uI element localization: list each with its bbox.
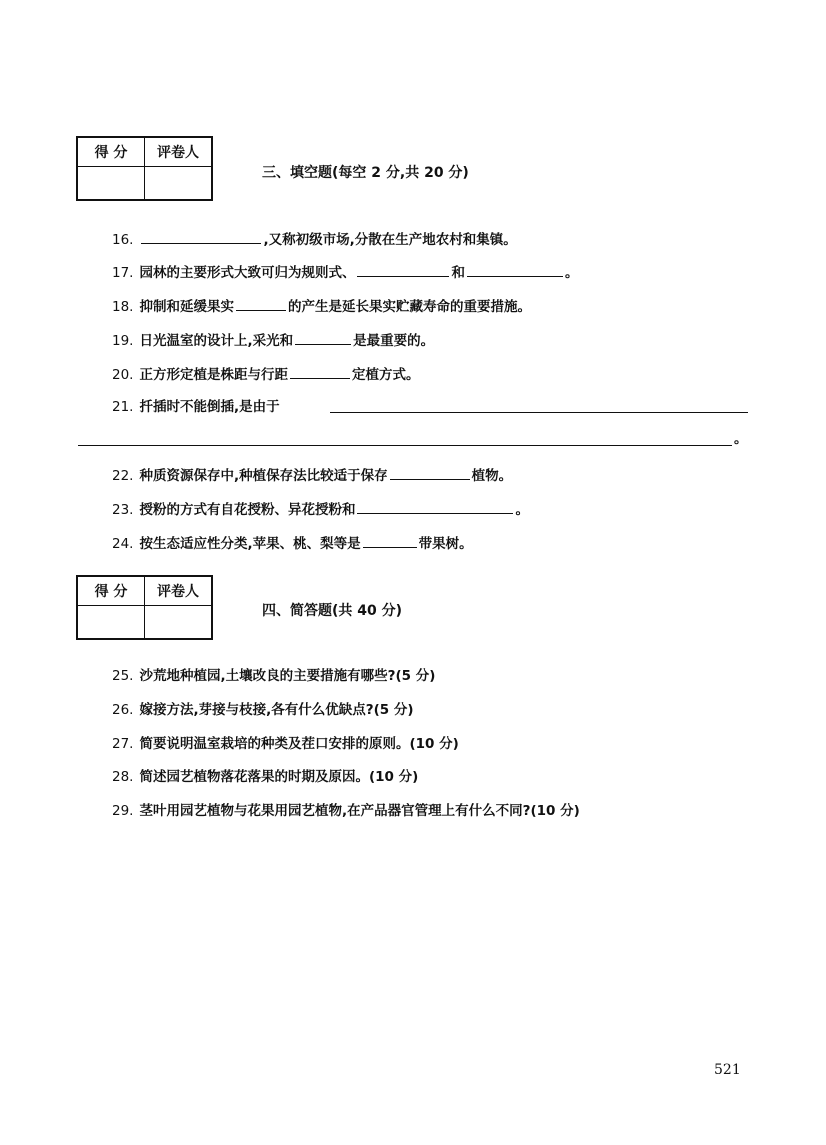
answer-blank[interactable] (141, 229, 261, 244)
page-number: 521 (714, 1062, 741, 1078)
question-22: 22. 种质资源保存中,种植保存法比较适于保存 植物。 (112, 465, 512, 485)
grader-label: 评卷人 (145, 576, 213, 606)
answer-blank[interactable] (357, 262, 449, 277)
question-24: 24. 按生态适应性分类,苹果、桃、梨等是 带果树。 (112, 533, 473, 553)
score-box-section4 (76, 575, 213, 640)
answer-blank[interactable] (390, 465, 470, 480)
question-25: 25. 沙荒地种植园,土壤改良的主要措施有哪些?(5 分) (112, 668, 436, 684)
grader-label: 评卷人 (145, 137, 213, 167)
question-29: 29. 茎叶用园艺植物与花果用园艺植物,在产品器官管理上有什么不同?(10 分) (112, 803, 580, 819)
q21-end-period: 。 (734, 431, 748, 447)
answer-blank[interactable] (295, 330, 351, 345)
question-18: 18. 抑制和延缓果实 的产生是延长果实贮藏寿命的重要措施。 (112, 296, 531, 316)
question-21: 21. 扦插时不能倒插,是由于 (112, 399, 280, 415)
question-23: 23. 授粉的方式有自花授粉、异花授粉和 。 (112, 499, 529, 519)
question-16: 16. ,又称初级市场,分散在生产地农村和集镇。 (112, 229, 517, 249)
score-box-section3 (76, 136, 213, 201)
question-27: 27. 简要说明温室栽培的种类及茬口安排的原则。(10 分) (112, 736, 459, 752)
answer-blank-line2[interactable] (78, 445, 732, 446)
grader-cell[interactable] (145, 167, 213, 201)
score-label: 得 分 (77, 137, 145, 167)
section3-title: 三、填空题(每空 2 分,共 20 分) (262, 165, 469, 181)
score-label: 得 分 (77, 576, 145, 606)
question-19: 19. 日光温室的设计上,采光和 是最重要的。 (112, 330, 434, 350)
answer-blank-line1[interactable] (330, 412, 748, 413)
answer-blank[interactable] (236, 296, 286, 311)
answer-blank[interactable] (357, 499, 513, 514)
answer-blank[interactable] (363, 533, 417, 548)
score-cell[interactable] (77, 167, 145, 201)
question-26: 26. 嫁接方法,芽接与枝接,各有什么优缺点?(5 分) (112, 702, 414, 718)
question-20: 20. 正方形定植是株距与行距 定植方式。 (112, 364, 419, 384)
answer-blank[interactable] (290, 364, 350, 379)
grader-cell[interactable] (145, 606, 213, 640)
question-17: 17. 园林的主要形式大致可归为规则式、 和 。 (112, 262, 578, 282)
section4-title: 四、简答题(共 40 分) (262, 603, 403, 619)
question-28: 28. 简述园艺植物落花落果的时期及原因。(10 分) (112, 769, 419, 785)
answer-blank[interactable] (467, 262, 563, 277)
score-cell[interactable] (77, 606, 145, 640)
